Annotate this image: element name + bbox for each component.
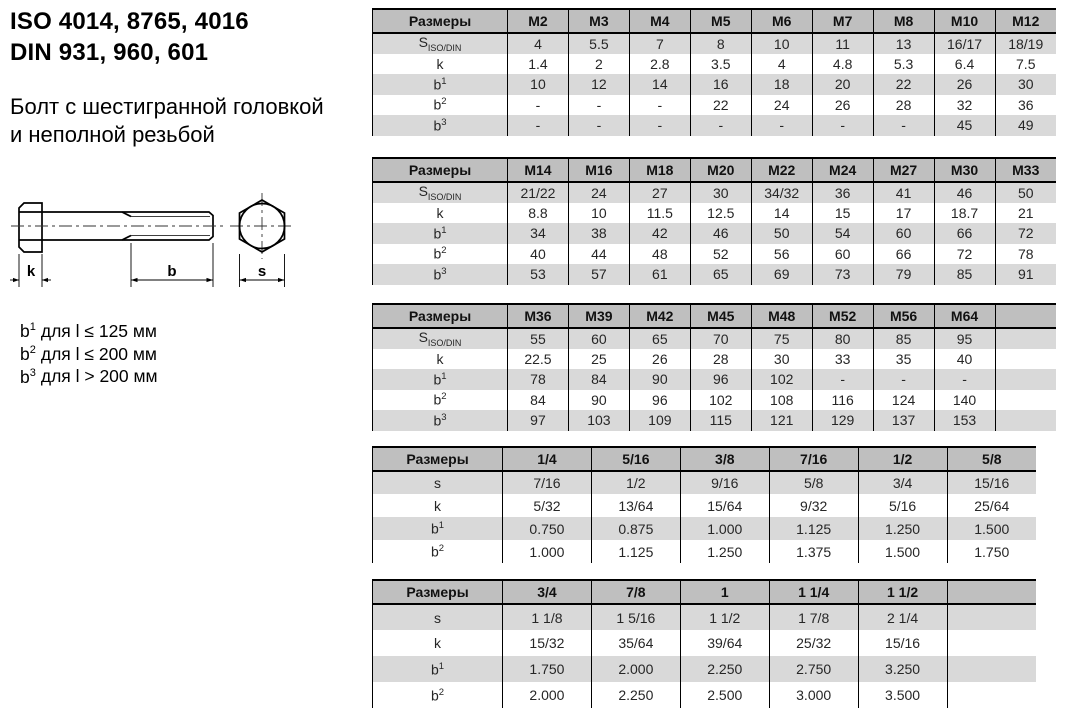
dimension-value: 26 [629, 349, 690, 370]
table-row [373, 471, 1037, 494]
dimension-value [995, 328, 1056, 349]
dimension-value: 10 [751, 33, 812, 54]
size-column-header: 1/4 [503, 447, 592, 471]
dimension-row-label: $b^1$ [373, 223, 508, 244]
table-row [373, 369, 1057, 390]
size-column-header: M14 [508, 158, 569, 182]
dimension-value: 32 [934, 95, 995, 116]
header-row [373, 580, 1037, 604]
note-b2: $b^2$ для l ≤ 200 мм [20, 343, 157, 364]
dimension-row-label: $b^1$ [373, 656, 503, 682]
dimension-value: 1.4 [508, 54, 569, 75]
dimension-value: 22.5 [508, 349, 569, 370]
dimension-value [947, 656, 1036, 682]
size-column-header: M39 [568, 304, 629, 328]
table-row [373, 390, 1057, 411]
dimension-value: 72 [995, 223, 1056, 244]
dimension-column-header: Размеры [373, 447, 503, 471]
dimension-value: 60 [873, 223, 934, 244]
dimension-value: 103 [568, 410, 629, 431]
dimension-row-label: $b^2$ [373, 682, 503, 708]
table-row [373, 656, 1037, 682]
dimension-value: 1.250 [680, 540, 769, 563]
size-column-header: M64 [934, 304, 995, 328]
dimension-value: 15/32 [503, 630, 592, 656]
dimension-value: 40 [934, 349, 995, 370]
table-row [373, 223, 1057, 244]
table-row [373, 349, 1057, 370]
dimension-row-label: $b^1$ [373, 74, 508, 95]
dimension-value: 10 [568, 203, 629, 224]
dimension-value: 69 [751, 264, 812, 285]
size-column-header: M30 [934, 158, 995, 182]
dimension-value: 2 1/4 [858, 604, 947, 630]
dim-label-s: s [257, 263, 267, 280]
dimension-row-label: $b^3$ [373, 410, 508, 431]
dimension-value: 5.5 [568, 33, 629, 54]
size-column-header: M56 [873, 304, 934, 328]
table-row [373, 410, 1057, 431]
size-column-header: M52 [812, 304, 873, 328]
dimension-value: 21 [995, 203, 1056, 224]
size-column-header: 1 [680, 580, 769, 604]
size-column-header: 3/8 [680, 447, 769, 471]
dimension-value: - [568, 95, 629, 116]
table-row [373, 494, 1037, 517]
dimension-value: - [934, 369, 995, 390]
dimension-value: 80 [812, 328, 873, 349]
dimension-value: 79 [873, 264, 934, 285]
note-b1: $b^1$ для l ≤ 125 мм [20, 320, 157, 341]
dimension-value: 3/4 [858, 471, 947, 494]
dimension-value [995, 390, 1056, 411]
dimension-value: 66 [873, 244, 934, 265]
dimension-value: 22 [873, 74, 934, 95]
table-row [373, 203, 1057, 224]
dimension-value: 36 [812, 182, 873, 203]
dimension-value: 5.3 [873, 54, 934, 75]
dimension-value: 73 [812, 264, 873, 285]
dimension-value: 1.000 [680, 517, 769, 540]
table-row [373, 328, 1057, 349]
dimension-row-label: k [373, 349, 508, 370]
size-column-header: 5/16 [591, 447, 680, 471]
dimension-value: 42 [629, 223, 690, 244]
dimension-value: 1.750 [947, 540, 1036, 563]
dimension-value: 27 [629, 182, 690, 203]
dimension-value: 3.5 [690, 54, 751, 75]
size-column-header: M20 [690, 158, 751, 182]
dimension-value: 21/22 [508, 182, 569, 203]
dimension-value: 8.8 [508, 203, 569, 224]
dim-label-k: k [26, 263, 36, 280]
dimension-value [947, 682, 1036, 708]
dimension-value: 35/64 [591, 630, 680, 656]
dimension-value: 12 [568, 74, 629, 95]
dimension-value: 30 [690, 182, 751, 203]
dimension-value: 7 [629, 33, 690, 54]
dimension-value: 3.500 [858, 682, 947, 708]
size-column-header [995, 304, 1056, 328]
dimension-value: 48 [629, 244, 690, 265]
dimension-row-label: $b^3$ [373, 115, 508, 136]
dimension-column-header: Размеры [373, 158, 508, 182]
dimension-value: 1.750 [503, 656, 592, 682]
dimension-value: 0.875 [591, 517, 680, 540]
dimension-value: 46 [690, 223, 751, 244]
dimension-row-label: s [373, 471, 503, 494]
dimension-value: 102 [751, 369, 812, 390]
dimension-value: - [629, 115, 690, 136]
dimension-value: 57 [568, 264, 629, 285]
table-row [373, 115, 1057, 136]
size-column-header: M5 [690, 9, 751, 33]
dimension-value: - [568, 115, 629, 136]
dimension-column-header: Размеры [373, 9, 508, 33]
size-column-header: M7 [812, 9, 873, 33]
spec-table-inch-large [372, 579, 1036, 708]
dimension-value: - [508, 95, 569, 116]
table-row [373, 264, 1057, 285]
dimension-value: 84 [568, 369, 629, 390]
size-column-header: M33 [995, 158, 1056, 182]
dimension-value: 49 [995, 115, 1056, 136]
dimension-value: 2.250 [680, 656, 769, 682]
dimension-value: 90 [568, 390, 629, 411]
note-b3: $b^3$ для l > 200 мм [20, 366, 158, 387]
table-row [373, 604, 1037, 630]
size-column-header: M2 [508, 9, 569, 33]
dimension-value: 11.5 [629, 203, 690, 224]
dimension-value [995, 369, 1056, 390]
dimension-value: 7.5 [995, 54, 1056, 75]
size-column-header [947, 580, 1036, 604]
dimension-value: 78 [508, 369, 569, 390]
spec-table-metric-m14-m33 [372, 157, 1056, 285]
dimension-value: - [690, 115, 751, 136]
dimension-value: - [812, 115, 873, 136]
dimension-value: 50 [751, 223, 812, 244]
dimension-value: 2.000 [591, 656, 680, 682]
dimension-value: 1.250 [858, 517, 947, 540]
dimension-value: 44 [568, 244, 629, 265]
dimension-value [995, 349, 1056, 370]
size-column-header: M36 [508, 304, 569, 328]
dimension-value: 13/64 [591, 494, 680, 517]
dimension-row-label: k [373, 630, 503, 656]
dimension-value: - [812, 369, 873, 390]
dimension-row-label: k [373, 494, 503, 517]
dimension-value: 1.500 [947, 517, 1036, 540]
dimension-value: 2.8 [629, 54, 690, 75]
dimension-value: 15 [812, 203, 873, 224]
dimension-value: 24 [568, 182, 629, 203]
dimension-value: 116 [812, 390, 873, 411]
table-row [373, 95, 1057, 116]
dimension-value: 54 [812, 223, 873, 244]
dimension-value: 9/16 [680, 471, 769, 494]
dimension-value: 41 [873, 182, 934, 203]
dimension-value: 18 [751, 74, 812, 95]
dimension-value: - [751, 115, 812, 136]
dimension-value: 1/2 [591, 471, 680, 494]
size-column-header: 3/4 [503, 580, 592, 604]
table-row [373, 33, 1057, 54]
dimension-value: 56 [751, 244, 812, 265]
dimension-value: 30 [751, 349, 812, 370]
dimension-column-header: Размеры [373, 304, 508, 328]
table-row [373, 517, 1037, 540]
size-column-header: 1 1/2 [858, 580, 947, 604]
dimension-value: 33 [812, 349, 873, 370]
dimension-value: 15/64 [680, 494, 769, 517]
dimension-value: 52 [690, 244, 751, 265]
dimension-value: 5/8 [769, 471, 858, 494]
dimension-value: 153 [934, 410, 995, 431]
dimension-value: 16/17 [934, 33, 995, 54]
table-row [373, 682, 1037, 708]
dimension-value: 137 [873, 410, 934, 431]
dimension-row-label: $b^2$ [373, 540, 503, 563]
dimension-value: 13 [873, 33, 934, 54]
table-row [373, 540, 1037, 563]
size-column-header: 7/16 [769, 447, 858, 471]
dimension-value: 91 [995, 264, 1056, 285]
dimension-column-header: Размеры [373, 580, 503, 604]
dimension-value: 50 [995, 182, 1056, 203]
size-column-header: M18 [629, 158, 690, 182]
dimension-value: 40 [508, 244, 569, 265]
dimension-value: 1.125 [769, 517, 858, 540]
dimension-value: 6.4 [934, 54, 995, 75]
dimension-value: 15/16 [858, 630, 947, 656]
dimension-value: 14 [751, 203, 812, 224]
dimension-value: 1 1/2 [680, 604, 769, 630]
dimension-value: 0.750 [503, 517, 592, 540]
table-row [373, 244, 1057, 265]
dimension-value: 53 [508, 264, 569, 285]
dimension-value: 8 [690, 33, 751, 54]
size-column-header: M4 [629, 9, 690, 33]
dimension-value: 3.250 [858, 656, 947, 682]
dimension-value: 26 [934, 74, 995, 95]
title-iso: ISO 4014, 8765, 4016 [10, 8, 249, 35]
dimension-value: 24 [751, 95, 812, 116]
table-row [373, 74, 1057, 95]
spec-table-metric-m2-m12 [372, 8, 1056, 136]
size-column-header: M48 [751, 304, 812, 328]
dimension-value: - [508, 115, 569, 136]
size-column-header: M45 [690, 304, 751, 328]
dimension-value: 85 [873, 328, 934, 349]
dimension-row-label: $b^1$ [373, 369, 508, 390]
dimension-value [995, 410, 1056, 431]
size-column-header: M12 [995, 9, 1056, 33]
dimension-row-label: $b^1$ [373, 517, 503, 540]
dimension-value: 124 [873, 390, 934, 411]
dimension-value: 1.000 [503, 540, 592, 563]
dimension-value: 72 [934, 244, 995, 265]
dimension-value: 1 1/8 [503, 604, 592, 630]
dimension-value: 10 [508, 74, 569, 95]
dimension-value: 78 [995, 244, 1056, 265]
dimension-value: 36 [995, 95, 1056, 116]
size-column-header: M27 [873, 158, 934, 182]
dimension-value: 2.750 [769, 656, 858, 682]
header-row [373, 304, 1057, 328]
size-column-header: M10 [934, 9, 995, 33]
table-row [373, 182, 1057, 203]
subtitle-line-1: Болт с шестигранной головкой [10, 94, 324, 119]
dimension-value: 35 [873, 349, 934, 370]
dimension-value [947, 604, 1036, 630]
dimension-row-label: $S_{ISO/DIN}$ [373, 33, 508, 54]
spec-table-inch-small [372, 446, 1036, 563]
dimension-value: 46 [934, 182, 995, 203]
dimension-value: 102 [690, 390, 751, 411]
dimension-value: - [873, 115, 934, 136]
dimension-value: 38 [568, 223, 629, 244]
dimension-value: 25/64 [947, 494, 1036, 517]
dimension-value: 109 [629, 410, 690, 431]
dimension-value: 108 [751, 390, 812, 411]
dimension-value: 4 [751, 54, 812, 75]
dimension-value: 121 [751, 410, 812, 431]
dimension-value: 2.500 [680, 682, 769, 708]
dimension-value: 26 [812, 95, 873, 116]
dimension-row-label: $S_{ISO/DIN}$ [373, 328, 508, 349]
dimension-value: 18.7 [934, 203, 995, 224]
dim-label-b: b [167, 263, 177, 280]
dimension-value: 16 [690, 74, 751, 95]
header-row [373, 9, 1057, 33]
dimension-value: 61 [629, 264, 690, 285]
dimension-value: 1 5/16 [591, 604, 680, 630]
dimension-value [947, 630, 1036, 656]
size-column-header: M6 [751, 9, 812, 33]
dimension-row-label: k [373, 203, 508, 224]
page-subtitle [10, 93, 324, 149]
dimension-value: 28 [690, 349, 751, 370]
dimension-value: 39/64 [680, 630, 769, 656]
dimension-value: 75 [751, 328, 812, 349]
dimension-value: 1.125 [591, 540, 680, 563]
page-title [10, 6, 249, 68]
dimension-value: 2.250 [591, 682, 680, 708]
dimension-value: 7/16 [503, 471, 592, 494]
dimension-value: 30 [995, 74, 1056, 95]
dimension-value: 5/16 [858, 494, 947, 517]
dimension-value: - [629, 95, 690, 116]
dimension-value: 20 [812, 74, 873, 95]
dimension-value: 3.000 [769, 682, 858, 708]
dimension-value: 4 [508, 33, 569, 54]
dimension-value: 34 [508, 223, 569, 244]
dimension-value: 70 [690, 328, 751, 349]
dimension-value: 60 [568, 328, 629, 349]
table-row [373, 630, 1037, 656]
size-column-header: 1/2 [858, 447, 947, 471]
size-column-header: M42 [629, 304, 690, 328]
dimension-value: 22 [690, 95, 751, 116]
dimension-value: 1.500 [858, 540, 947, 563]
size-column-header: M3 [568, 9, 629, 33]
bolt-side-view [19, 203, 213, 252]
dimension-value: 60 [812, 244, 873, 265]
title-din: DIN 931, 960, 601 [10, 39, 209, 66]
dimension-value: 1 7/8 [769, 604, 858, 630]
dimension-value: 18/19 [995, 33, 1056, 54]
centerlines [11, 193, 294, 259]
dimension-value: 95 [934, 328, 995, 349]
dimension-value: 84 [508, 390, 569, 411]
dimension-row-label: $b^2$ [373, 244, 508, 265]
spec-table-metric-m36-m64 [372, 303, 1056, 431]
dimension-value: 65 [690, 264, 751, 285]
size-column-header: 7/8 [591, 580, 680, 604]
size-column-header: M16 [568, 158, 629, 182]
size-column-header: 1 1/4 [769, 580, 858, 604]
subtitle-line-2: и неполной резьбой [10, 122, 215, 147]
table-row [373, 54, 1057, 75]
dimension-value: 96 [629, 390, 690, 411]
dimension-value: 55 [508, 328, 569, 349]
dimension-value: 12.5 [690, 203, 751, 224]
dimension-row-label: k [373, 54, 508, 75]
dimension-value: 17 [873, 203, 934, 224]
dimension-value: 90 [629, 369, 690, 390]
dimension-row-label: s [373, 604, 503, 630]
dimension-value: - [873, 369, 934, 390]
header-row [373, 158, 1057, 182]
size-column-header: M22 [751, 158, 812, 182]
size-column-header: M8 [873, 9, 934, 33]
dimension-value: 28 [873, 95, 934, 116]
dimension-value: 25/32 [769, 630, 858, 656]
dimension-value: 129 [812, 410, 873, 431]
dimension-value: 85 [934, 264, 995, 285]
dimension-row-label: $b^2$ [373, 95, 508, 116]
dimension-value: 14 [629, 74, 690, 95]
dimension-value: 11 [812, 33, 873, 54]
dimension-value: 2 [568, 54, 629, 75]
dimension-value: 66 [934, 223, 995, 244]
dimension-value: 115 [690, 410, 751, 431]
bolt-technical-drawing [10, 190, 310, 295]
dimension-value: 4.8 [812, 54, 873, 75]
dimension-value: 45 [934, 115, 995, 136]
footnotes [20, 318, 158, 386]
dimension-value: 2.000 [503, 682, 592, 708]
dimension-value: 34/32 [751, 182, 812, 203]
dimension-value: 97 [508, 410, 569, 431]
size-column-header: 5/8 [947, 447, 1036, 471]
dimension-value: 96 [690, 369, 751, 390]
size-column-header: M24 [812, 158, 873, 182]
dimension-value: 65 [629, 328, 690, 349]
dimension-value: 25 [568, 349, 629, 370]
dimension-value: 9/32 [769, 494, 858, 517]
dimension-row-label: $S_{ISO/DIN}$ [373, 182, 508, 203]
dimension-value: 15/16 [947, 471, 1036, 494]
dimension-value: 140 [934, 390, 995, 411]
dimension-row-label: $b^3$ [373, 264, 508, 285]
header-row [373, 447, 1037, 471]
dimension-value: 1.375 [769, 540, 858, 563]
dimension-row-label: $b^2$ [373, 390, 508, 411]
dimension-value: 5/32 [503, 494, 592, 517]
